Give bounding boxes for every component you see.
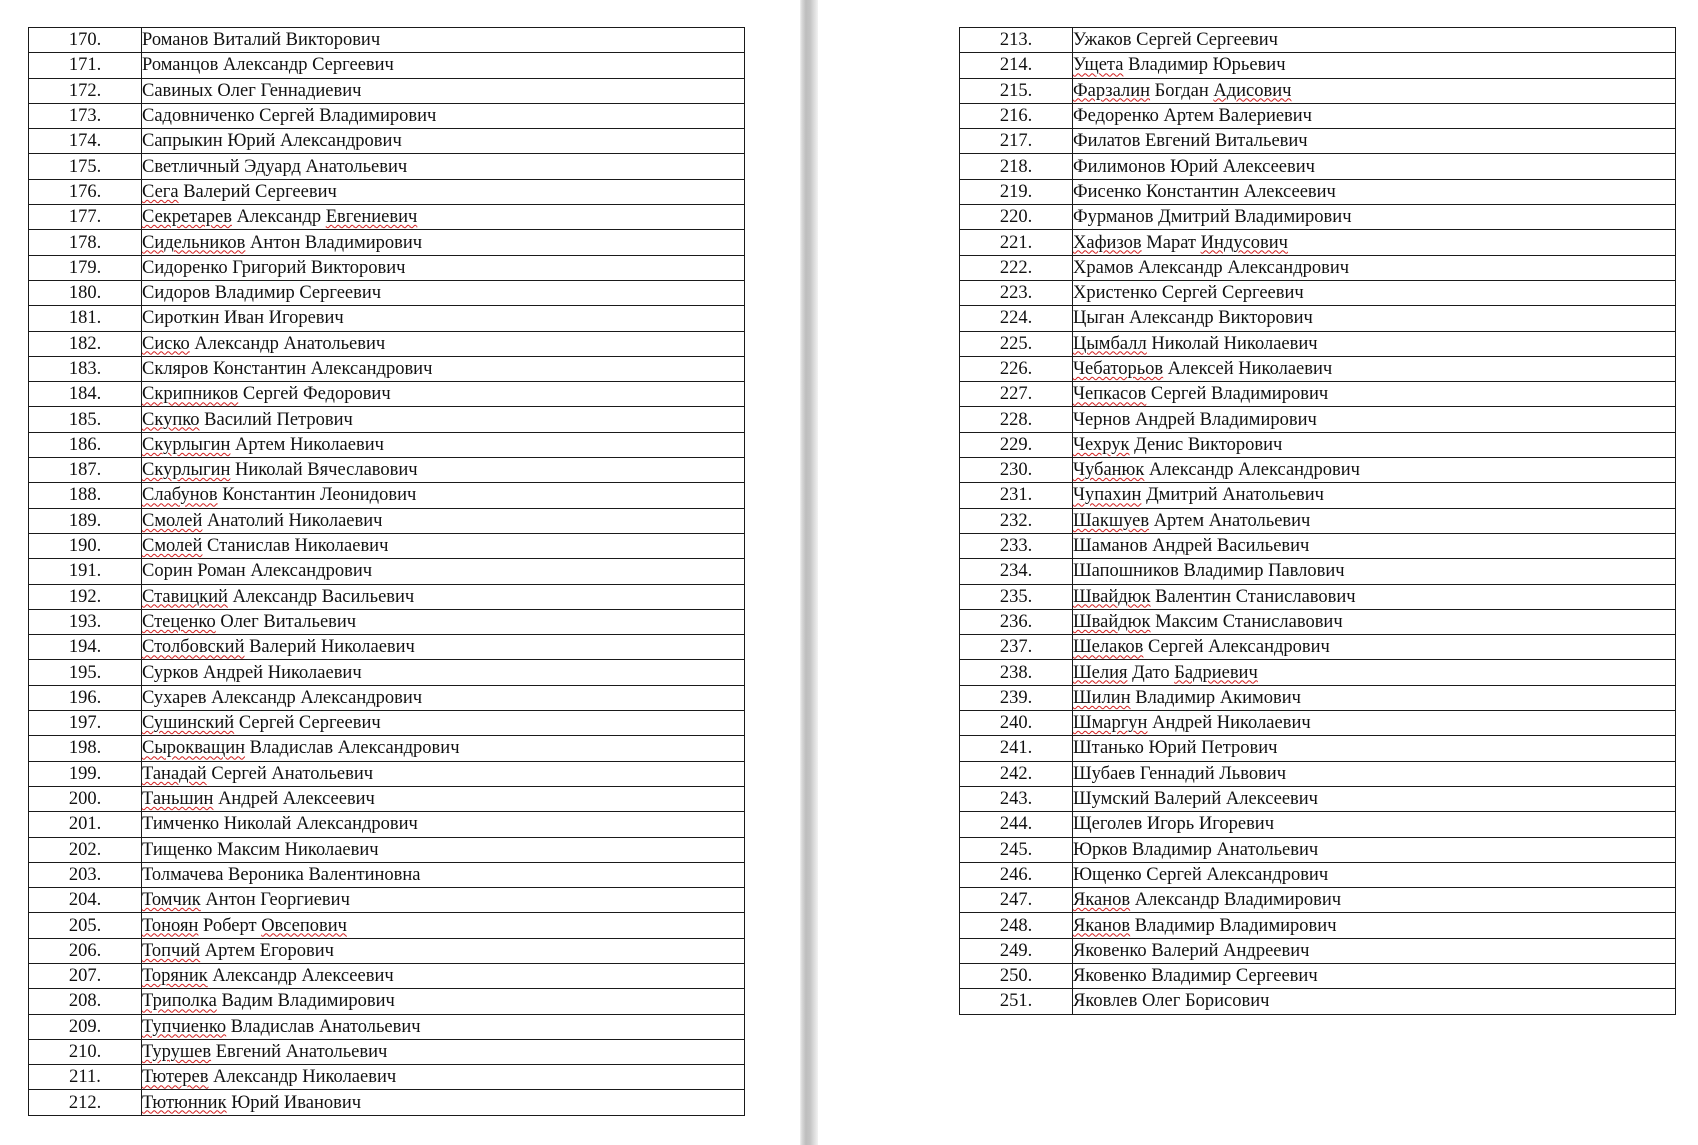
person-name: Яканов Александр Владимирович: [1073, 888, 1676, 913]
person-name: Сорин Роман Александрович: [142, 559, 745, 584]
table-row: [960, 205, 1676, 230]
person-name: Скрипников Сергей Федорович: [142, 382, 745, 407]
row-number: 197.: [29, 711, 142, 736]
person-name: Светличный Эдуард Анатольевич: [142, 154, 745, 179]
table-row: [29, 786, 745, 811]
table-row: [960, 306, 1676, 331]
person-name: Таньшин Андрей Алексеевич: [142, 786, 745, 811]
person-name: Скурлыгин Артем Николаевич: [142, 432, 745, 457]
table-row: [960, 78, 1676, 103]
row-number: 182.: [29, 331, 142, 356]
row-number: 243.: [960, 786, 1073, 811]
row-number: 198.: [29, 736, 142, 761]
person-name: Слабунов Константин Леонидович: [142, 483, 745, 508]
table-row: [29, 913, 745, 938]
person-name: Секретарев Александр Евгениевич: [142, 205, 745, 230]
table-row: [960, 255, 1676, 280]
person-name: Ющенко Сергей Александрович: [1073, 862, 1676, 887]
table-row: [29, 458, 745, 483]
person-name: Щеголев Игорь Игоревич: [1073, 812, 1676, 837]
table-row: [960, 660, 1676, 685]
person-name: Фурманов Дмитрий Владимирович: [1073, 205, 1676, 230]
person-name: Ужаков Сергей Сергеевич: [1073, 28, 1676, 53]
table-row: [29, 306, 745, 331]
person-name: Романцов Александр Сергеевич: [142, 53, 745, 78]
row-number: 248.: [960, 913, 1073, 938]
row-number: 217.: [960, 129, 1073, 154]
row-number: 191.: [29, 559, 142, 584]
person-name: Томчик Антон Георгиевич: [142, 888, 745, 913]
row-number: 175.: [29, 154, 142, 179]
person-name: Торяник Александр Алексеевич: [142, 963, 745, 988]
table-row: [960, 483, 1676, 508]
person-name: Тупчиенко Владислав Анатольевич: [142, 1014, 745, 1039]
person-name: Яковенко Валерий Андреевич: [1073, 938, 1676, 963]
person-name: Сухарев Александр Александрович: [142, 685, 745, 710]
person-name: Сега Валерий Сергеевич: [142, 179, 745, 204]
table-row: [960, 458, 1676, 483]
person-name: Сушинский Сергей Сергеевич: [142, 711, 745, 736]
table-row: [29, 356, 745, 381]
table-row: [29, 1065, 745, 1090]
table-row: [960, 103, 1676, 128]
row-number: 185.: [29, 407, 142, 432]
row-number: 199.: [29, 761, 142, 786]
row-number: 203.: [29, 862, 142, 887]
person-name: Шелия Дато Бадриевич: [1073, 660, 1676, 685]
person-name: Швайдюк Максим Станиславович: [1073, 609, 1676, 634]
row-number: 176.: [29, 179, 142, 204]
row-number: 192.: [29, 584, 142, 609]
table-row: [29, 230, 745, 255]
row-number: 180.: [29, 280, 142, 305]
table-row: [29, 761, 745, 786]
table-row: [960, 331, 1676, 356]
person-name: Яканов Владимир Владимирович: [1073, 913, 1676, 938]
person-name: Сидельников Антон Владимирович: [142, 230, 745, 255]
row-number: 209.: [29, 1014, 142, 1039]
table-row: [29, 407, 745, 432]
table-row: [29, 78, 745, 103]
table-row: [29, 635, 745, 660]
table-row: [29, 1014, 745, 1039]
person-name: Скляров Константин Александрович: [142, 356, 745, 381]
table-row: [29, 103, 745, 128]
row-number: 230.: [960, 458, 1073, 483]
table-row: [960, 584, 1676, 609]
person-name: Филимонов Юрий Алексеевич: [1073, 154, 1676, 179]
person-name: Шубаев Геннадий Львович: [1073, 761, 1676, 786]
person-name: Тютюнник Юрий Иванович: [142, 1090, 745, 1115]
row-number: 189.: [29, 508, 142, 533]
table-row: [29, 179, 745, 204]
person-name: Сироткин Иван Игоревич: [142, 306, 745, 331]
row-number: 244.: [960, 812, 1073, 837]
table-row: [29, 559, 745, 584]
person-name: Чепкасов Сергей Владимирович: [1073, 382, 1676, 407]
person-name: Стеценко Олег Витальевич: [142, 609, 745, 634]
table-row: [960, 154, 1676, 179]
person-name: Столбовский Валерий Николаевич: [142, 635, 745, 660]
person-name: Тищенко Максим Николаевич: [142, 837, 745, 862]
table-row: [29, 989, 745, 1014]
table-row: [29, 280, 745, 305]
table-row: [960, 736, 1676, 761]
person-name: Цыган Александр Викторович: [1073, 306, 1676, 331]
person-name: Яковенко Владимир Сергеевич: [1073, 963, 1676, 988]
person-name: Чупахин Дмитрий Анатольевич: [1073, 483, 1676, 508]
table-row: [29, 205, 745, 230]
row-number: 219.: [960, 179, 1073, 204]
table-row: [29, 432, 745, 457]
table-row: [29, 508, 745, 533]
table-row: [960, 963, 1676, 988]
row-number: 236.: [960, 609, 1073, 634]
person-name: Шилин Владимир Акимович: [1073, 685, 1676, 710]
person-name: Шумский Валерий Алексеевич: [1073, 786, 1676, 811]
row-number: 202.: [29, 837, 142, 862]
row-number: 218.: [960, 154, 1073, 179]
row-number: 170.: [29, 28, 142, 53]
person-name: Тимченко Николай Александрович: [142, 812, 745, 837]
table-row: [960, 761, 1676, 786]
table-row: [29, 331, 745, 356]
row-number: 227.: [960, 382, 1073, 407]
table-row: [29, 382, 745, 407]
row-number: 201.: [29, 812, 142, 837]
row-number: 228.: [960, 407, 1073, 432]
row-number: 190.: [29, 533, 142, 558]
table-row: [29, 837, 745, 862]
row-number: 233.: [960, 533, 1073, 558]
person-name: Филатов Евгений Витальевич: [1073, 129, 1676, 154]
row-number: 213.: [960, 28, 1073, 53]
table-row: [960, 837, 1676, 862]
document-page-right: [818, 0, 1698, 1145]
person-name: Шелаков Сергей Александрович: [1073, 635, 1676, 660]
row-number: 232.: [960, 508, 1073, 533]
person-name: Сиско Александр Анатольевич: [142, 331, 745, 356]
row-number: 246.: [960, 862, 1073, 887]
person-name: Юрков Владимир Анатольевич: [1073, 837, 1676, 862]
row-number: 207.: [29, 963, 142, 988]
person-name: Сурков Андрей Николаевич: [142, 660, 745, 685]
row-number: 234.: [960, 559, 1073, 584]
row-number: 231.: [960, 483, 1073, 508]
table-row: [29, 154, 745, 179]
row-number: 212.: [29, 1090, 142, 1115]
table-row: [960, 230, 1676, 255]
row-number: 178.: [29, 230, 142, 255]
table-row: [29, 736, 745, 761]
row-number: 183.: [29, 356, 142, 381]
row-number: 210.: [29, 1039, 142, 1064]
table-row: [960, 356, 1676, 381]
table-row: [960, 888, 1676, 913]
name-list-table: [28, 27, 745, 1116]
row-number: 215.: [960, 78, 1073, 103]
row-number: 171.: [29, 53, 142, 78]
person-name: Шаманов Андрей Васильевич: [1073, 533, 1676, 558]
person-name: Триполка Вадим Владимирович: [142, 989, 745, 1014]
person-name: Яковлев Олег Борисович: [1073, 989, 1676, 1014]
table-row: [29, 888, 745, 913]
person-name: Шапошников Владимир Павлович: [1073, 559, 1676, 584]
table-body: [29, 28, 745, 1116]
person-name: Савиных Олег Геннадиевич: [142, 78, 745, 103]
row-number: 251.: [960, 989, 1073, 1014]
person-name: Шакшуев Артем Анатольевич: [1073, 508, 1676, 533]
row-number: 184.: [29, 382, 142, 407]
row-number: 238.: [960, 660, 1073, 685]
person-name: Ставицкий Александр Васильевич: [142, 584, 745, 609]
person-name: Тоноян Роберт Овсепович: [142, 913, 745, 938]
name-list-table: [959, 27, 1676, 1015]
row-number: 174.: [29, 129, 142, 154]
table-row: [960, 559, 1676, 584]
row-number: 196.: [29, 685, 142, 710]
row-number: 237.: [960, 635, 1073, 660]
person-name: Цымбалл Николай Николаевич: [1073, 331, 1676, 356]
row-number: 200.: [29, 786, 142, 811]
row-number: 195.: [29, 660, 142, 685]
table-row: [29, 685, 745, 710]
row-number: 204.: [29, 888, 142, 913]
person-name: Романов Виталий Викторович: [142, 28, 745, 53]
table-row: [960, 862, 1676, 887]
table-row: [29, 711, 745, 736]
row-number: 216.: [960, 103, 1073, 128]
table-row: [960, 53, 1676, 78]
person-name: Топчий Артем Егорович: [142, 938, 745, 963]
table-row: [960, 786, 1676, 811]
table-row: [29, 609, 745, 634]
table-row: [960, 938, 1676, 963]
row-number: 172.: [29, 78, 142, 103]
row-number: 221.: [960, 230, 1073, 255]
table-row: [960, 432, 1676, 457]
row-number: 229.: [960, 432, 1073, 457]
person-name: Федоренко Артем Валериевич: [1073, 103, 1676, 128]
person-name: Скупко Василий Петрович: [142, 407, 745, 432]
person-name: Чебаторьов Алексей Николаевич: [1073, 356, 1676, 381]
person-name: Храмов Александр Александрович: [1073, 255, 1676, 280]
row-number: 179.: [29, 255, 142, 280]
table-row: [960, 685, 1676, 710]
person-name: Фарзалин Богдан Адисович: [1073, 78, 1676, 103]
table-row: [960, 28, 1676, 53]
row-number: 220.: [960, 205, 1073, 230]
row-number: 177.: [29, 205, 142, 230]
table-row: [29, 1090, 745, 1115]
table-row: [29, 255, 745, 280]
row-number: 187.: [29, 458, 142, 483]
table-row: [29, 812, 745, 837]
person-name: Чубанюк Александр Александрович: [1073, 458, 1676, 483]
table-row: [960, 407, 1676, 432]
person-name: Христенко Сергей Сергеевич: [1073, 280, 1676, 305]
row-number: 240.: [960, 711, 1073, 736]
table-row: [960, 533, 1676, 558]
row-number: 242.: [960, 761, 1073, 786]
row-number: 186.: [29, 432, 142, 457]
row-number: 208.: [29, 989, 142, 1014]
row-number: 225.: [960, 331, 1073, 356]
row-number: 249.: [960, 938, 1073, 963]
person-name: Сидоренко Григорий Викторович: [142, 255, 745, 280]
person-name: Смолей Станислав Николаевич: [142, 533, 745, 558]
row-number: 226.: [960, 356, 1073, 381]
table-row: [29, 129, 745, 154]
row-number: 222.: [960, 255, 1073, 280]
row-number: 241.: [960, 736, 1073, 761]
row-number: 250.: [960, 963, 1073, 988]
person-name: Садовниченко Сергей Владимирович: [142, 103, 745, 128]
row-number: 235.: [960, 584, 1073, 609]
row-number: 211.: [29, 1065, 142, 1090]
person-name: Танадай Сергей Анатольевич: [142, 761, 745, 786]
table-row: [960, 280, 1676, 305]
row-number: 181.: [29, 306, 142, 331]
row-number: 247.: [960, 888, 1073, 913]
table-row: [29, 1039, 745, 1064]
person-name: Швайдюк Валентин Станиславович: [1073, 584, 1676, 609]
table-row: [960, 913, 1676, 938]
row-number: 194.: [29, 635, 142, 660]
row-number: 173.: [29, 103, 142, 128]
table-row: [29, 533, 745, 558]
person-name: Хафизов Марат Индусович: [1073, 230, 1676, 255]
table-body: [960, 28, 1676, 1015]
row-number: 188.: [29, 483, 142, 508]
table-row: [960, 812, 1676, 837]
table-row: [960, 382, 1676, 407]
table-row: [29, 53, 745, 78]
row-number: 206.: [29, 938, 142, 963]
person-name: Штанько Юрий Петрович: [1073, 736, 1676, 761]
person-name: Смолей Анатолий Николаевич: [142, 508, 745, 533]
person-name: Сапрыкин Юрий Александрович: [142, 129, 745, 154]
person-name: Фисенко Константин Алексеевич: [1073, 179, 1676, 204]
row-number: 239.: [960, 685, 1073, 710]
person-name: Чернов Андрей Владимирович: [1073, 407, 1676, 432]
table-row: [960, 508, 1676, 533]
table-row: [960, 609, 1676, 634]
person-name: Толмачева Вероника Валентиновна: [142, 862, 745, 887]
document-page-left: [0, 0, 800, 1145]
table-row: [960, 711, 1676, 736]
person-name: Шмаргун Андрей Николаевич: [1073, 711, 1676, 736]
table-row: [960, 179, 1676, 204]
table-row: [29, 963, 745, 988]
person-name: Турушев Евгений Анатольевич: [142, 1039, 745, 1064]
table-row: [29, 584, 745, 609]
table-row: [960, 635, 1676, 660]
table-row: [29, 483, 745, 508]
row-number: 245.: [960, 837, 1073, 862]
person-name: Скурлыгин Николай Вячеславович: [142, 458, 745, 483]
person-name: Сидоров Владимир Сергеевич: [142, 280, 745, 305]
row-number: 193.: [29, 609, 142, 634]
row-number: 223.: [960, 280, 1073, 305]
person-name: Чехрук Денис Викторович: [1073, 432, 1676, 457]
row-number: 205.: [29, 913, 142, 938]
page-gutter: [800, 0, 818, 1145]
row-number: 214.: [960, 53, 1073, 78]
table-row: [29, 28, 745, 53]
table-row: [29, 862, 745, 887]
table-row: [960, 989, 1676, 1014]
person-name: Тютерев Александр Николаевич: [142, 1065, 745, 1090]
table-row: [960, 129, 1676, 154]
table-row: [29, 938, 745, 963]
person-name: Ущета Владимир Юрьевич: [1073, 53, 1676, 78]
table-row: [29, 660, 745, 685]
row-number: 224.: [960, 306, 1073, 331]
person-name: Сырокващин Владислав Александрович: [142, 736, 745, 761]
